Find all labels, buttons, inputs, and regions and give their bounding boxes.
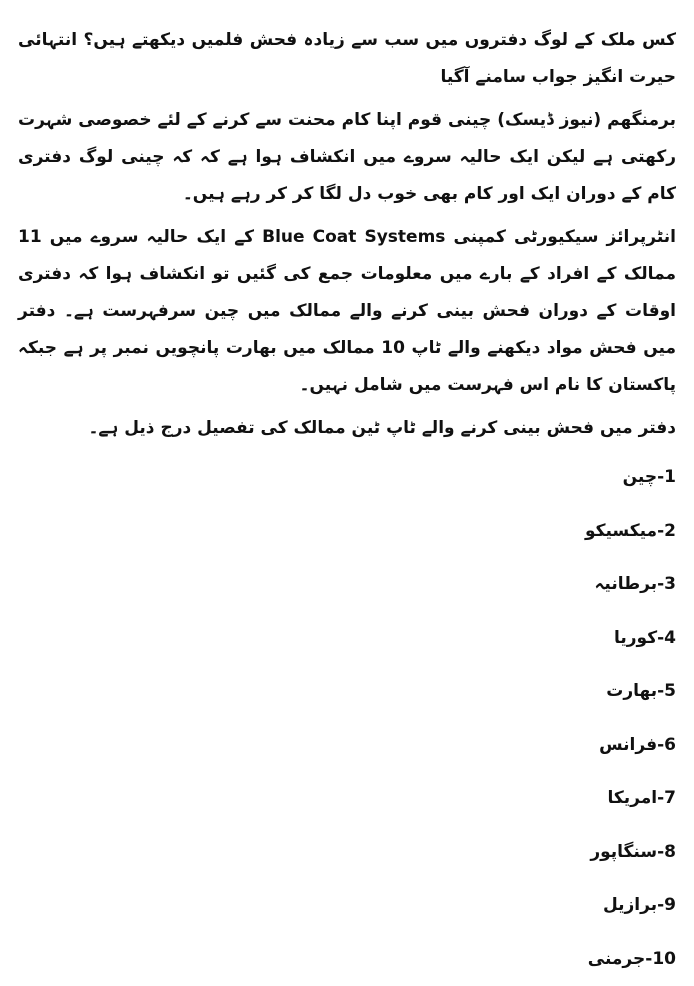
- country-number: 5: [664, 681, 676, 701]
- country-name: امریکا: [608, 788, 658, 808]
- article-body: [18, 219, 676, 404]
- country-name: فرانس: [599, 735, 657, 755]
- country-item-6: 6-فرانس: [18, 719, 676, 773]
- country-item-5: 5-بھارت: [18, 665, 676, 719]
- company-name: Blue Coat Systems: [262, 227, 445, 247]
- country-number: 9: [664, 895, 676, 915]
- country-item-3: 3-برطانیہ: [18, 558, 676, 612]
- country-number: 8: [664, 842, 676, 862]
- article-intro: برمنگھم (نیوز ڈیسک) چینی قوم اپنا کام محنت سے کرنے کے لئے خصوصی شہرت رکھتی ہے لیکن ایک حالیہ سروے میں انکشاف ہوا ہے کہ کہ چینی لوگ دفتری کام کے دوران ایک اور کام بھی خوب دل لگا کر کر رہے ہیں۔: [18, 102, 676, 213]
- country-number: 2: [664, 521, 676, 541]
- countries-list: [18, 451, 676, 986]
- country-number: 7: [664, 788, 676, 808]
- country-number: 3: [664, 574, 676, 594]
- list-intro: دفتر میں فحش بینی کرنے والے ٹاپ ٹین ممالک کی تفصیل درج ذیل ہے۔: [18, 410, 676, 447]
- country-item-10: 10-جرمنی: [18, 933, 676, 986]
- country-name: چین: [623, 467, 658, 487]
- country-item-1: 1-چین: [18, 451, 676, 505]
- country-item-8: 8-سنگاپور: [18, 826, 676, 880]
- country-name: بھارت: [606, 681, 657, 701]
- body-before-company: انٹرپرائز سیکیورٹی کمپنی: [454, 227, 677, 247]
- country-name: سنگاپور: [590, 842, 657, 862]
- country-item-4: 4-کوریا: [18, 612, 676, 666]
- country-name: جرمنی: [588, 949, 646, 969]
- country-number: 6: [664, 735, 676, 755]
- country-name: برطانیہ: [594, 574, 657, 594]
- country-number: 4: [664, 628, 676, 648]
- article-headline: کس ملک کے لوگ دفتروں میں سب سے زیادہ فحش فلمیں دیکھتے ہیں؟ انتہائی حیرت انگیز جواب سامنے آگیا: [18, 22, 676, 96]
- country-item-9: 9-برازیل: [18, 879, 676, 933]
- country-number: 10: [652, 949, 676, 969]
- country-name: میکسیکو: [585, 521, 657, 541]
- body-after-company: کے ایک حالیہ سروے میں 11 ممالک کے افراد کے بارے میں معلومات جمع کی گئیں تو انکشاف ہوا کہ دفتری اوقات کے دوران فحش بینی کرنے والے ممالک میں چین سرفہرست ہے۔ دفتر میں فحش مواد دیکھنے والے ٹاپ 10 ممالک میں بھارت پانچویں نمبر پر ہے جبکہ پاکستان کا نام اس فہرست میں شامل نہیں۔: [18, 227, 676, 395]
- country-name: برازیل: [603, 895, 657, 915]
- country-number: 1: [664, 467, 676, 487]
- country-item-2: 2-میکسیکو: [18, 505, 676, 559]
- country-item-7: 7-امریکا: [18, 772, 676, 826]
- country-name: کوریا: [614, 628, 657, 648]
